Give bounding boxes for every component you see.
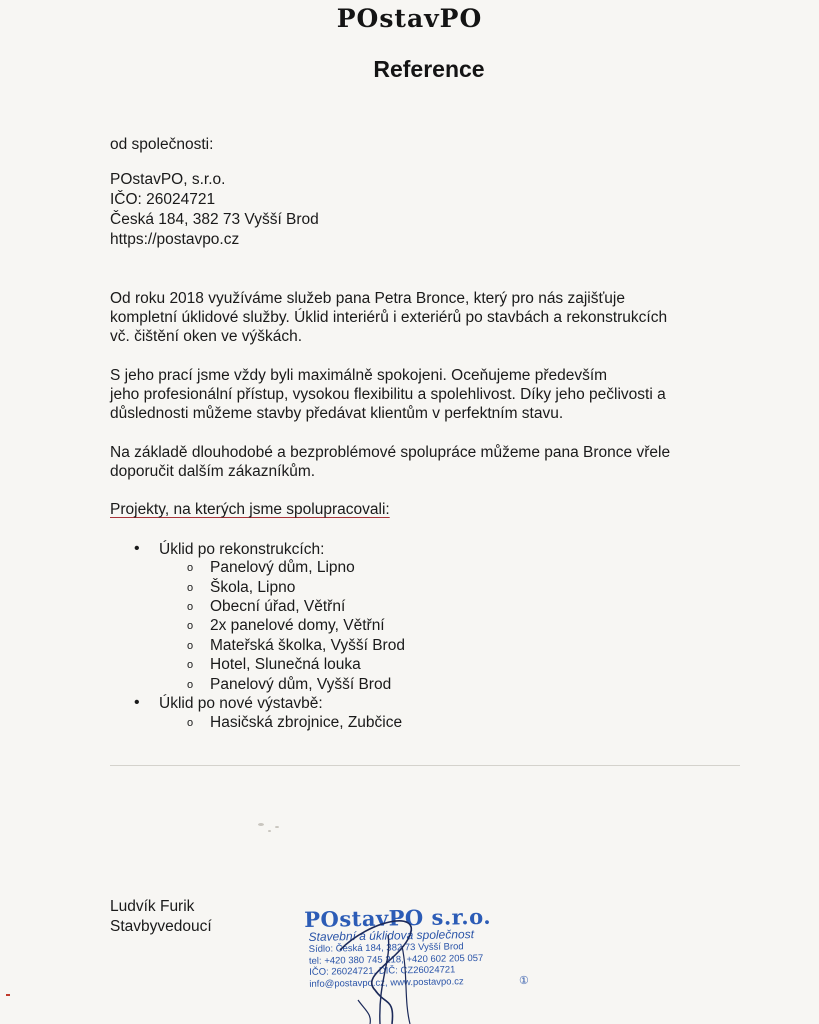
project-item: Hotel, Slunečná louka xyxy=(210,656,361,673)
handwritten-signature xyxy=(300,880,460,1024)
project-item: Obecní úřad, Větřní xyxy=(210,598,346,615)
circle-bullet-icon: o xyxy=(187,582,194,594)
stamp-contacts: info@postavpo.cz, www.postavpo.cz xyxy=(309,975,464,990)
circle-bullet-icon: o xyxy=(187,679,194,691)
project-group-label: Úklid po rekonstrukcích: xyxy=(159,541,325,558)
stamp-subtitle: Stavební a úklidová společnost xyxy=(308,927,475,944)
signatory-role: Stavbyvedoucí xyxy=(110,918,212,935)
stamp-address: Sídlo: Česká 184, 382 73 Vyšší Brod xyxy=(308,941,464,955)
paragraph-2-line: S jeho prací jsme vždy byli maximálně spokojeni. Oceňujeme především xyxy=(110,367,608,384)
signatory-name: Ludvík Furik xyxy=(110,898,195,915)
stamp-ids: IČO: 26024721, DIČ: CZ26024721 xyxy=(309,964,456,978)
paragraph-1-line: vč. čištění oken ve výškách. xyxy=(110,328,303,345)
bullet-icon: • xyxy=(134,694,140,711)
paragraph-1-line: kompletní úklidové služby. Úklid interiérů i exteriérů po stavbách a rekonstrukcích xyxy=(110,309,668,326)
paragraph-3-line: Na základě dlouhodobé a bezproblémové spolupráce můžeme pana Bronce vřele xyxy=(110,444,671,461)
circle-bullet-icon: o xyxy=(187,640,194,652)
circle-bullet-icon: o xyxy=(187,601,194,613)
paragraph-3-line: doporučit dalším zákazníkům. xyxy=(110,463,316,480)
bullet-icon: • xyxy=(134,540,140,557)
scan-speck xyxy=(268,830,271,832)
project-item: Mateřská školka, Vyšší Brod xyxy=(210,637,405,654)
circle-bullet-icon: o xyxy=(187,620,194,632)
circle-bullet-icon: o xyxy=(187,562,194,574)
paragraph-1-line: Od roku 2018 využíváme služeb pana Petra Bronce, který pro nás zajišťuje xyxy=(110,290,625,307)
sender-ico: IČO: 26024721 xyxy=(110,191,216,208)
red-mark xyxy=(6,994,10,996)
stamp-phone: tel: +420 380 745 218, +420 602 205 057 xyxy=(308,952,484,967)
project-item: Panelový dům, Lipno xyxy=(210,559,355,576)
paragraph-2-line: důslednosti můžeme stavby předávat klientům v perfektním stavu. xyxy=(110,405,564,422)
sender-address: Česká 184, 382 73 Vyšší Brod xyxy=(110,211,319,228)
projects-heading: Projekty, na kterých jsme spolupracovali: xyxy=(110,501,390,518)
project-item: Panelový dům, Vyšší Brod xyxy=(210,676,392,693)
project-item: 2x panelové domy, Větřní xyxy=(210,617,385,634)
stamp-number-mark: ① xyxy=(519,975,529,987)
horizontal-divider xyxy=(110,765,740,766)
sender-name: POstavPO, s.r.o. xyxy=(110,171,226,188)
project-item: Škola, Lipno xyxy=(210,579,296,596)
document-title: Reference xyxy=(373,56,485,82)
sender-website: https://postavpo.cz xyxy=(110,231,240,248)
project-group-label: Úklid po nové výstavbě: xyxy=(159,695,323,712)
paragraph-2-line: jeho profesionální přístup, vysokou flexibilitu a spolehlivost. Díky jeho pečlivosti a xyxy=(110,386,666,403)
circle-bullet-icon: o xyxy=(187,659,194,671)
stamp-brand: POstavPO s.r.o. xyxy=(304,903,492,933)
scan-speck xyxy=(258,823,264,826)
sender-intro: od společnosti: xyxy=(110,136,214,153)
circle-bullet-icon: o xyxy=(187,717,194,729)
project-item: Hasičská zbrojnice, Zubčice xyxy=(210,714,403,731)
scan-speck xyxy=(275,826,279,828)
company-logo-title: POstavPO xyxy=(336,4,483,33)
